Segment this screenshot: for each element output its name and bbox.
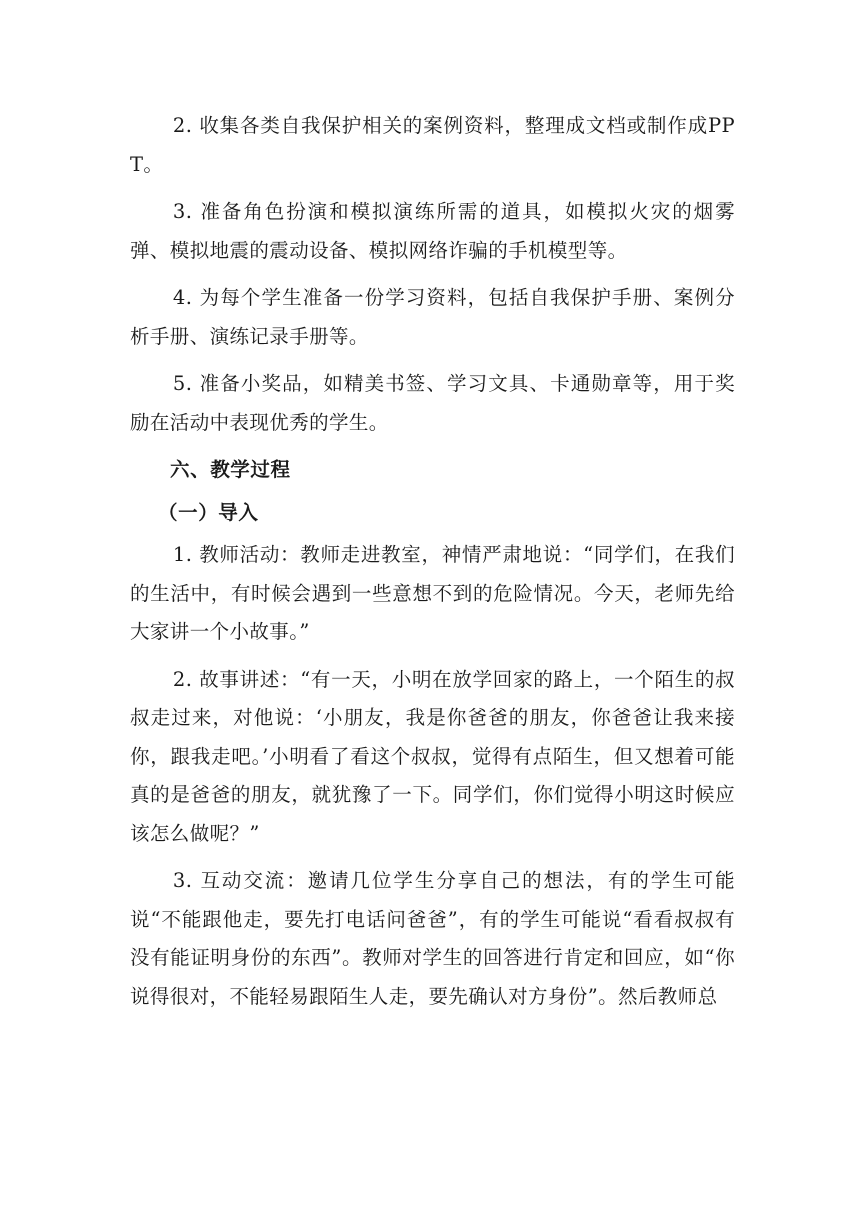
paragraph-prep-item-4: 4. 为每个学生准备一份学习资料，包括自我保护手册、案例分析手册、演练记录手册等。 [130, 286, 735, 348]
subsection-heading: （一）导入 [158, 500, 259, 524]
paragraph-intro-step-2: 2. 故事讲述：“有一天，小明在放学回家的路上，一个陌生的叔叔走过来，对他说：‘小朋友，我是你爸爸的朋友，你爸爸让我来接你，跟我走吧。’小明看了看这个叔叔，觉得有点陌生，但又想着可能真的是爸爸的朋友，就犹豫了一下。同学们，你们觉得小明这时候应该怎么做呢？” [130, 667, 735, 845]
section-heading: 六、教学过程 [170, 458, 291, 481]
paragraph-intro-step-3: 3. 互动交流：邀请几位学生分享自己的想法，有的学生可能说“不能跟他走，要先打电话问爸爸”，有的学生可能说“看看叔叔有没有能证明身份的东西”。教师对学生的回答进行肯定和回应，如“你说得很对，不能轻易跟陌生人走，要先确认对方身份”。然后教师总 [130, 869, 735, 1008]
paragraph-prep-item-3: 3. 准备角色扮演和模拟演练所需的道具，如模拟火灾的烟雾弹、模拟地震的震动设备、模拟网络诈骗的手机模型等。 [130, 200, 735, 262]
paragraph-prep-item-2: 2. 收集各类自我保护相关的案例资料，整理成文档或制作成PPT。 [130, 114, 735, 176]
paragraph-intro-step-1: 1. 教师活动：教师走进教室，神情严肃地说：“同学们，在我们的生活中，有时候会遇到一些意想不到的危险情况。今天，老师先给大家讲一个小故事。” [130, 543, 735, 643]
document-page [130, 107, 735, 1025]
paragraph-prep-item-5: 5. 准备小奖品，如精美书签、学习文具、卡通勋章等，用于奖励在活动中表现优秀的学生。 [130, 372, 735, 434]
